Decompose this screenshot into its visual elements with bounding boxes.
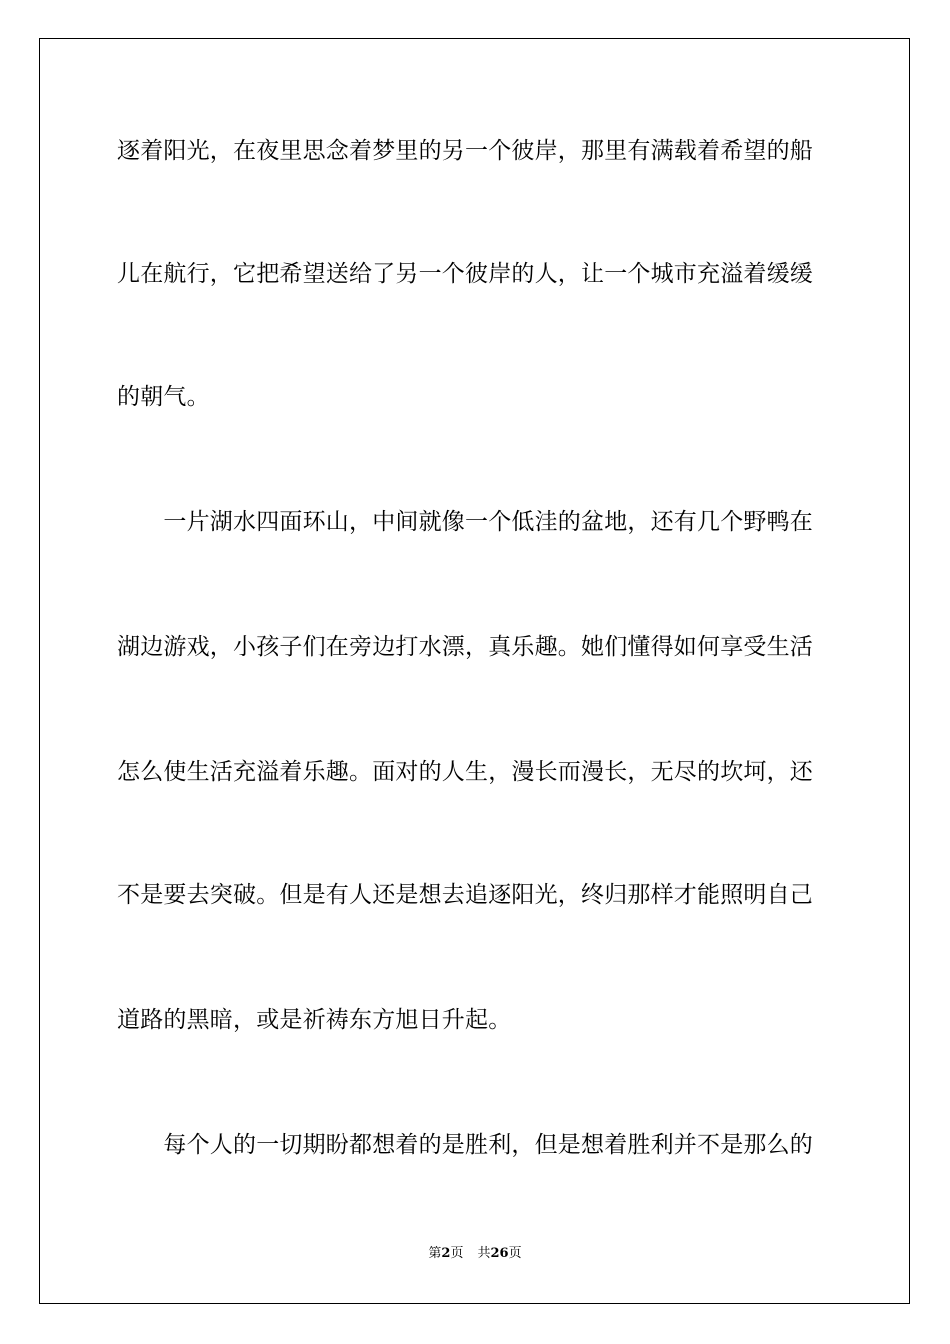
text-line-7: 不是要去突破。但是有人还是想去追逐阳光，终归那样才能照明自己 — [117, 882, 813, 908]
page-border — [39, 38, 910, 1304]
page-prefix: 第 — [428, 1246, 442, 1261]
total-prefix: 共 — [477, 1246, 491, 1261]
page-suffix: 页 — [450, 1246, 464, 1261]
total-pages: 26 — [490, 1246, 509, 1261]
text-line-1: 逐着阳光，在夜里思念着梦里的另一个彼岸，那里有满载着希望的船 — [117, 138, 813, 164]
total-suffix: 页 — [508, 1246, 522, 1261]
page-number: 2 — [441, 1246, 451, 1261]
text-line-5: 湖边游戏，小孩子们在旁边打水漂，真乐趣。她们懂得如何享受生活 — [117, 634, 813, 660]
text-line-3: 的朝气。 — [117, 384, 210, 410]
text-line-8: 道路的黑暗，或是祈祷东方旭日升起。 — [117, 1007, 512, 1033]
text-line-4: 一片湖水四面环山，中间就像一个低洼的盆地，还有几个野鸭在 — [117, 509, 813, 535]
text-line-9: 每个人的一切期盼都想着的是胜利，但是想着胜利并不是那么的 — [117, 1132, 813, 1158]
text-line-2: 儿在航行，它把希望送给了另一个彼岸的人，让一个城市充溢着缓缓 — [117, 261, 813, 287]
page-footer — [0, 1245, 950, 1263]
text-line-6: 怎么使生活充溢着乐趣。面对的人生，漫长而漫长，无尽的坎坷，还 — [117, 759, 813, 785]
